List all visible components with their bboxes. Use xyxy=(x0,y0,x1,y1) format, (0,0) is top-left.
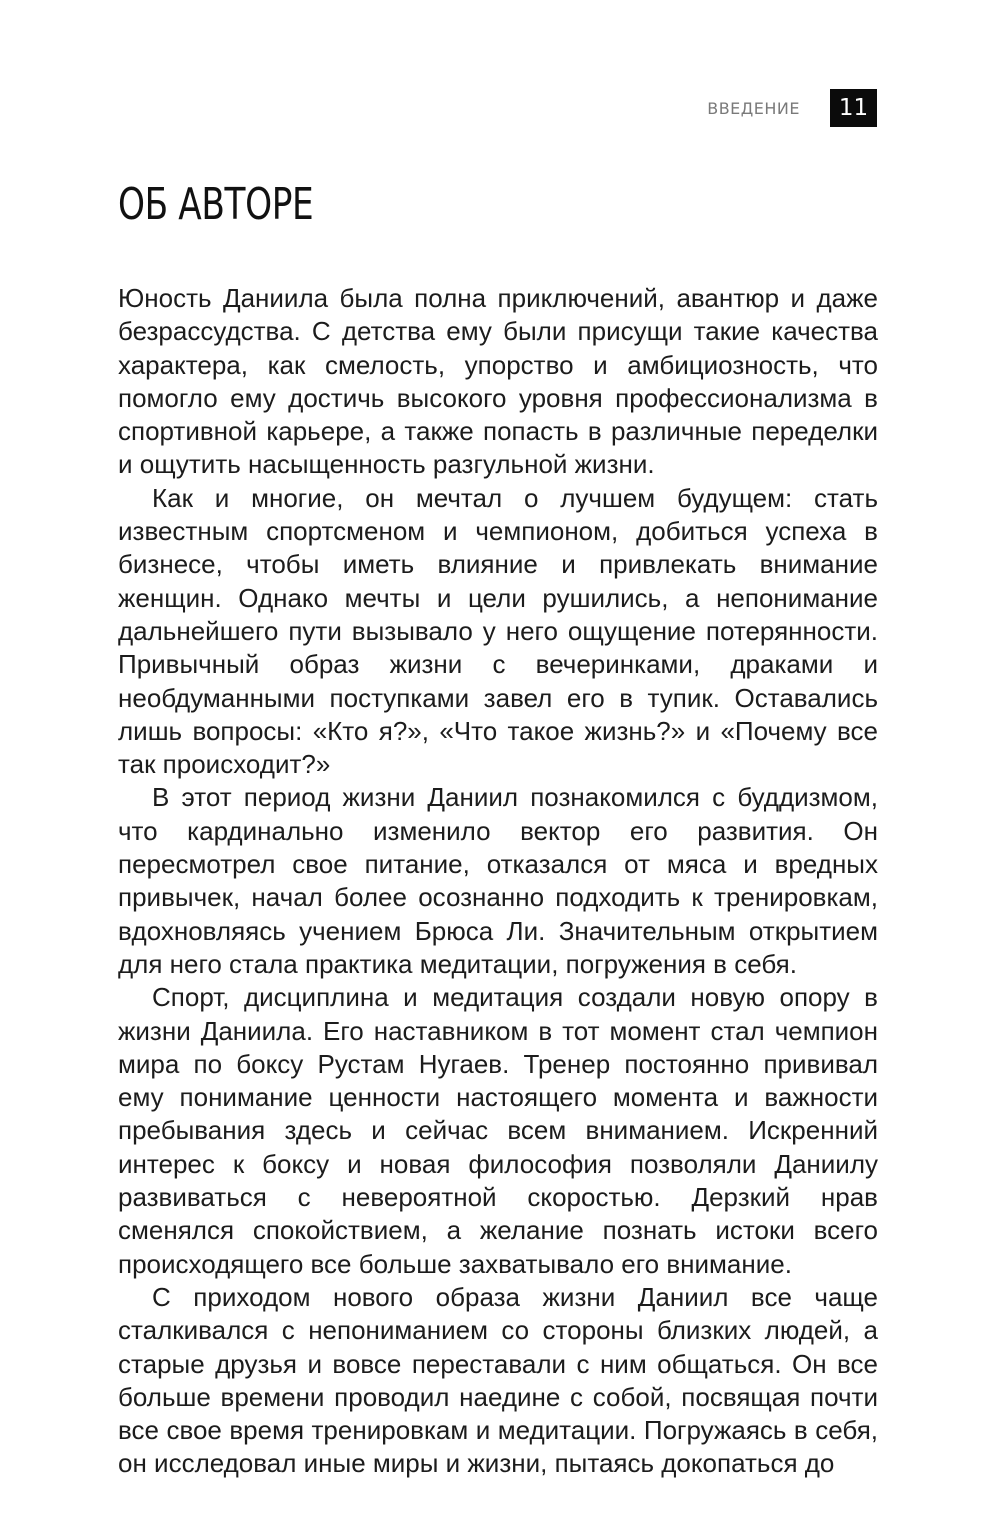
paragraph-5: С приходом нового образа жизни Даниил все чаще сталкивался с непониманием со стороны близких людей, а старые друзья и вовсе переставали с ним общаться. Он все больше времени проводил наедине с собой, посвящая почти все свое время тренировкам и медитации. Погружаясь в себя, он исследовал иные миры и жизни, пытаясь докопаться до xyxy=(118,1281,878,1479)
paragraph-4: Спорт, дисциплина и медитация создали новую опору в жизни Даниила. Его наставником в тот момент стал чемпион мира по боксу Рустам Нугаев. Тренер постоянно прививал ему понимание ценности настоящего момента и важности пребывания здесь и сейчас всем вниманием. Искренний интерес к боксу и новая философия позволяли Даниилу развиваться с невероятной скоростью. Дерзкий нрав сменялся спокойствием, а желание познать истоки всего происходящего все больше захватывало его внимание. xyxy=(118,982,878,1279)
section-name: ВВЕДЕНИЕ xyxy=(707,98,800,118)
running-header xyxy=(707,89,877,127)
paragraph-2: Как и многие, он мечтал о лучшем будущем: стать известным спортсменом и чемпионом, добиться успеха в бизнесе, чтобы иметь влияние и привлекать внимание женщин. Однако мечты и цели рушились, а непонимание дальнейшего пути вызывало у него ощущение потерянности. Привычный образ жизни с вечеринками, драками и необдуманными поступками завел его в тупик. Оставались лишь вопросы: «Кто я?», «Что такое жизнь?» и «Почему все так происходит?» xyxy=(118,482,878,780)
chapter-title: ОБ АВТОРЕ xyxy=(118,179,314,230)
paragraph-3: В этот период жизни Даниил познакомился с буддизмом, что кардинально изменило вектор его развития. Он пересмотрел свое питание, отказался от мяса и вредных привычек, начал более осознанно подходить к тренировкам, вдохновляясь учением Брюса Ли. Значительным открытием для него стала практика медитации, погружения в себя. xyxy=(118,782,878,979)
body-text xyxy=(118,282,878,1481)
paragraph-1: Юность Даниила была полна приключений, авантюр и даже безрассудства. С детства ему были присущи такие качества характера, как смелость, упорство и амбициозность, что помогло ему достичь высокого уровня профессионализма в спортивной карьере, а также попасть в различные переделки и ощутить насыщенность разгульной жизни. xyxy=(118,283,878,480)
page-number: 11 xyxy=(830,89,877,127)
